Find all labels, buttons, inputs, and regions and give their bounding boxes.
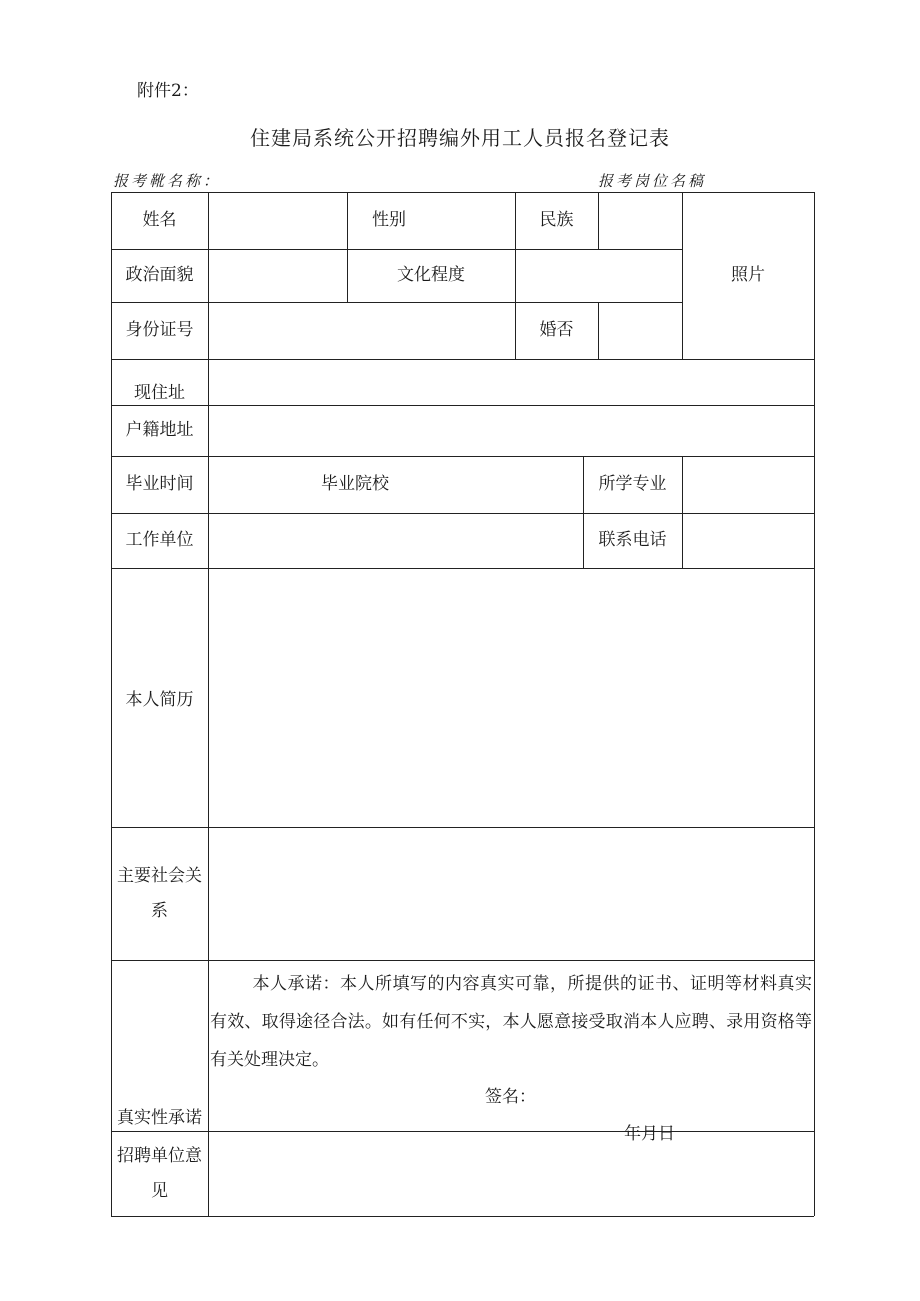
ethnicity-label: 民族 [539,210,574,230]
social-relations-label [111,827,208,960]
photo-area[interactable]: 照片 [731,265,765,285]
form-title: 住建局系统公开招聘编外用工人员报名登记表 [250,126,670,150]
gender-field[interactable] [431,192,515,249]
social-relations-label-line2: 系 [151,900,168,921]
authenticity-pledge-label: 真实性承诺 [117,1107,202,1128]
political-status-label: 政治面貌 [125,265,194,285]
attachment-label: 附件2： [137,81,199,101]
graduation-school-label: 毕业院校 [321,474,389,494]
education-level-field[interactable] [516,249,682,302]
date-label: 年月日 [624,1124,675,1144]
current-address-field[interactable] [209,359,814,405]
work-unit-label: 工作单位 [125,530,194,550]
household-address-field[interactable] [209,405,814,456]
marital-status-label: 婚否 [539,320,574,340]
work-unit-field[interactable] [209,513,583,568]
social-relations-field[interactable] [209,827,814,960]
employer-opinion-field[interactable] [209,1131,814,1216]
gender-label: 性别 [372,210,406,230]
major-label: 所学专业 [598,474,667,494]
marital-status-field[interactable] [599,302,682,359]
id-number-label: 身份证号 [125,320,194,340]
phone-field[interactable] [683,513,814,568]
employer-opinion-label-line1: 招聘单位意 [117,1145,202,1166]
current-address-label: 现住址 [134,382,185,403]
ethnicity-field[interactable] [599,192,682,249]
social-relations-label-line1: 主要社会关 [117,865,202,886]
resume-field[interactable] [209,568,814,827]
name-field[interactable] [209,192,347,249]
unit-name-label: 报考靴名称： [113,172,222,190]
employer-opinion-label [111,1131,208,1216]
name-label: 姓名 [142,210,177,230]
household-address-label: 户籍地址 [125,420,194,440]
resume-label: 本人简历 [125,689,194,710]
major-field[interactable] [683,456,814,513]
pledge-text-content: 本人承诺：本人所填写的内容真实可靠，所提供的证书、证明等材料真实有效、取得途径合法。如有任何不实，本人愿意接受取消本人应聘、录用资格等有关处理决定。 [210,974,812,1070]
pledge-text [210,965,812,1079]
employer-opinion-label-line2: 见 [151,1180,168,1201]
signature-label: 签名： [485,1087,536,1107]
phone-label: 联系电话 [598,530,667,550]
graduation-time-label: 毕业时间 [125,474,194,494]
political-status-field[interactable] [209,249,347,302]
signature-field[interactable] [700,1105,810,1129]
education-level-label: 文化程度 [397,265,465,285]
position-name-label: 报考岗位名稿 [598,172,707,190]
id-number-field[interactable] [209,302,515,359]
